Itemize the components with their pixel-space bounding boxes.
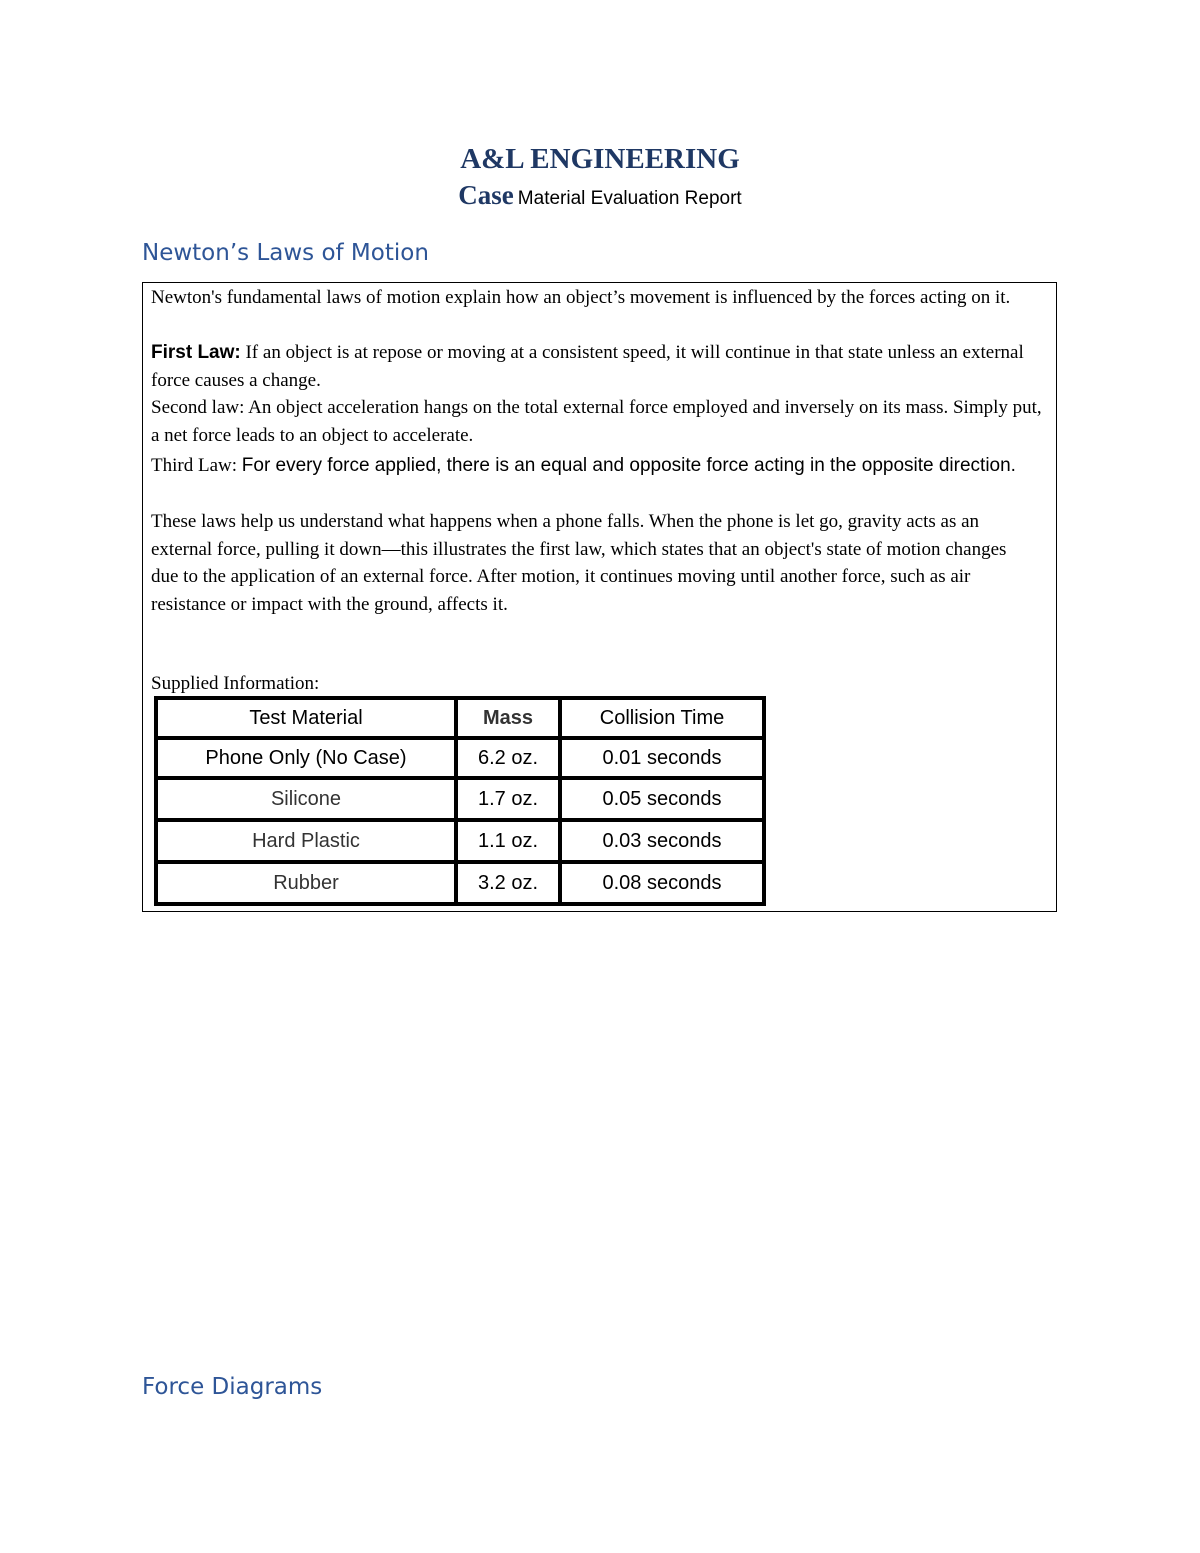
case-word: Case	[458, 180, 514, 210]
table-row	[158, 822, 762, 860]
third-law-label: Third Law:	[151, 455, 238, 476]
first-law-paragraph	[151, 339, 1051, 394]
header-mass: Mass	[458, 700, 558, 736]
collision-time-cell: 0.03 seconds	[562, 822, 762, 860]
table-row	[158, 780, 762, 818]
section-heading-force-diagrams: Force Diagrams	[142, 1374, 323, 1400]
mass-cell: 1.7 oz.	[458, 780, 558, 818]
collision-time-cell: 0.08 seconds	[562, 864, 762, 902]
material-cell: Hard Plastic	[158, 822, 454, 860]
material-cell: Rubber	[158, 864, 454, 902]
second-law-text: An object acceleration hangs on the total external force employed and inversely on its mass. Simply put, a net force leads to an object to accelerate.	[151, 397, 1042, 446]
mass-cell: 6.2 oz.	[458, 740, 558, 776]
table-row	[158, 740, 762, 776]
material-data-table	[154, 696, 766, 906]
mass-cell: 3.2 oz.	[458, 864, 558, 902]
table-row	[158, 864, 762, 902]
third-law-text: For every force applied, there is an equal and opposite force acting in the opposite direction.	[241, 455, 1016, 476]
collision-time-cell: 0.01 seconds	[562, 740, 762, 776]
report-title: Material Evaluation Report	[517, 188, 742, 209]
collision-time-cell: 0.05 seconds	[562, 780, 762, 818]
header-test-material: Test Material	[158, 700, 454, 736]
section-heading-newtons-laws: Newton’s Laws of Motion	[142, 240, 429, 266]
second-law-paragraph	[151, 394, 1051, 449]
supplied-information-label: Supplied Information:	[151, 673, 320, 694]
report-subtitle	[0, 180, 1200, 211]
material-cell: Silicone	[158, 780, 454, 818]
first-law-label: First Law:	[151, 342, 241, 363]
company-title: A&L ENGINEERING	[460, 143, 740, 175]
table-header-row	[158, 700, 762, 736]
application-paragraph: These laws help us understand what happens when a phone falls. When the phone is let go, gravity acts as an external force, pulling it down—this illustrates the first law, which states that an object's state of motion changes due to the application of an external force. After motion, it continues moving until another force, such as air resistance or impact with the ground, affects it.	[151, 511, 1007, 615]
header-collision-time: Collision Time	[562, 700, 762, 736]
intro-paragraph: Newton's fundamental laws of motion explain how an object’s movement is influenced by the forces acting on it.	[151, 287, 1011, 308]
second-law-label: Second law:	[151, 397, 245, 418]
third-law-paragraph	[151, 452, 1051, 480]
mass-cell: 1.1 oz.	[458, 822, 558, 860]
first-law-text: If an object is at repose or moving at a consistent speed, it will continue in that state unless an external force causes a change.	[151, 342, 1024, 391]
material-cell: Phone Only (No Case)	[158, 740, 454, 776]
